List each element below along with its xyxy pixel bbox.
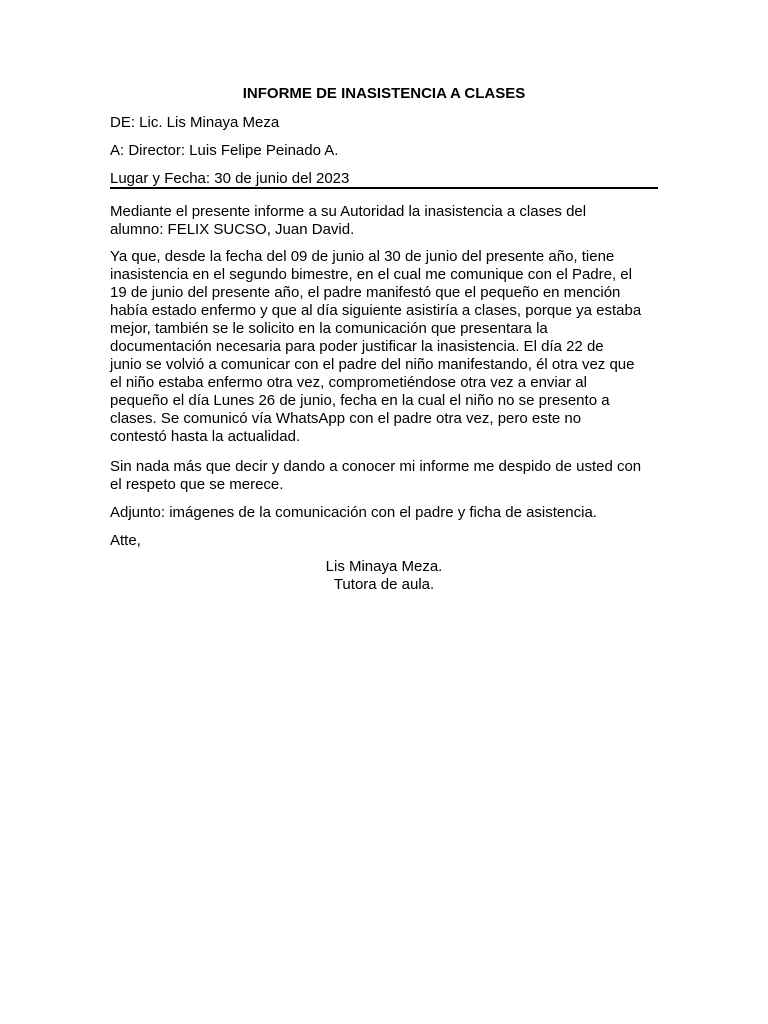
paragraph-attachment	[110, 504, 658, 522]
paragraph-farewell	[110, 458, 658, 494]
to-line: A: Director: Luis Felipe Peinado A.	[110, 142, 339, 159]
paragraph-line: había estado enfermo y que al día siguiente asistiría a clases, porque ya estaba	[110, 302, 642, 319]
paragraph-line: inasistencia en el segundo bimestre, en el cual me comunique con el Padre, el	[110, 266, 632, 283]
paragraph-line: pequeño el día Lunes 26 de junio, fecha en la cual el niño no se presento a	[110, 392, 610, 409]
closing-text: Atte,	[110, 532, 141, 549]
signature-role: Tutora de aula.	[333, 576, 435, 593]
paragraph-line: contestó hasta la actualidad.	[110, 428, 301, 445]
from-line: DE: Lic. Lis Minaya Meza	[110, 114, 280, 131]
paragraph-line: mejor, también se le solicito en la comunicación que presentara la	[110, 320, 548, 337]
document-title: INFORME DE INASISTENCIA A CLASES	[242, 85, 526, 102]
paragraph-details	[110, 248, 658, 446]
closing-line	[110, 532, 658, 550]
paragraph-line: Adjunto: imágenes de la comunicación con el padre y ficha de asistencia.	[110, 504, 597, 521]
paragraph-line: Mediante el presente informe a su Autoridad la inasistencia a clases del	[110, 203, 587, 220]
paragraph-line: documentación necesaria para poder justificar la inasistencia. El día 22 de	[110, 338, 604, 355]
paragraph-intro	[110, 203, 658, 239]
paragraph-line: el respeto que se merece.	[110, 476, 284, 493]
paragraph-line: junio se volvió a comunicar con el padre del niño manifestando, él otra vez que	[110, 356, 635, 373]
header-divider	[110, 187, 658, 189]
paragraph-line: el niño estaba enfermo otra vez, comprometiéndose otra vez a enviar al	[110, 374, 587, 391]
signature-name: Lis Minaya Meza.	[325, 558, 443, 575]
paragraph-line: 19 de junio del presente año, el padre manifestó que el pequeño en mención	[110, 284, 621, 301]
paragraph-line: Ya que, desde la fecha del 09 de junio al 30 de junio del presente año, tiene	[110, 248, 615, 265]
paragraph-line: alumno: FELIX SUCSO, Juan David.	[110, 221, 355, 238]
paragraph-line: clases. Se comunicó vía WhatsApp con el padre otra vez, pero este no	[110, 410, 582, 427]
paragraph-line: Sin nada más que decir y dando a conocer mi informe me despido de usted con	[110, 458, 642, 475]
place-date-line: Lugar y Fecha: 30 de junio del 2023	[110, 170, 350, 187]
